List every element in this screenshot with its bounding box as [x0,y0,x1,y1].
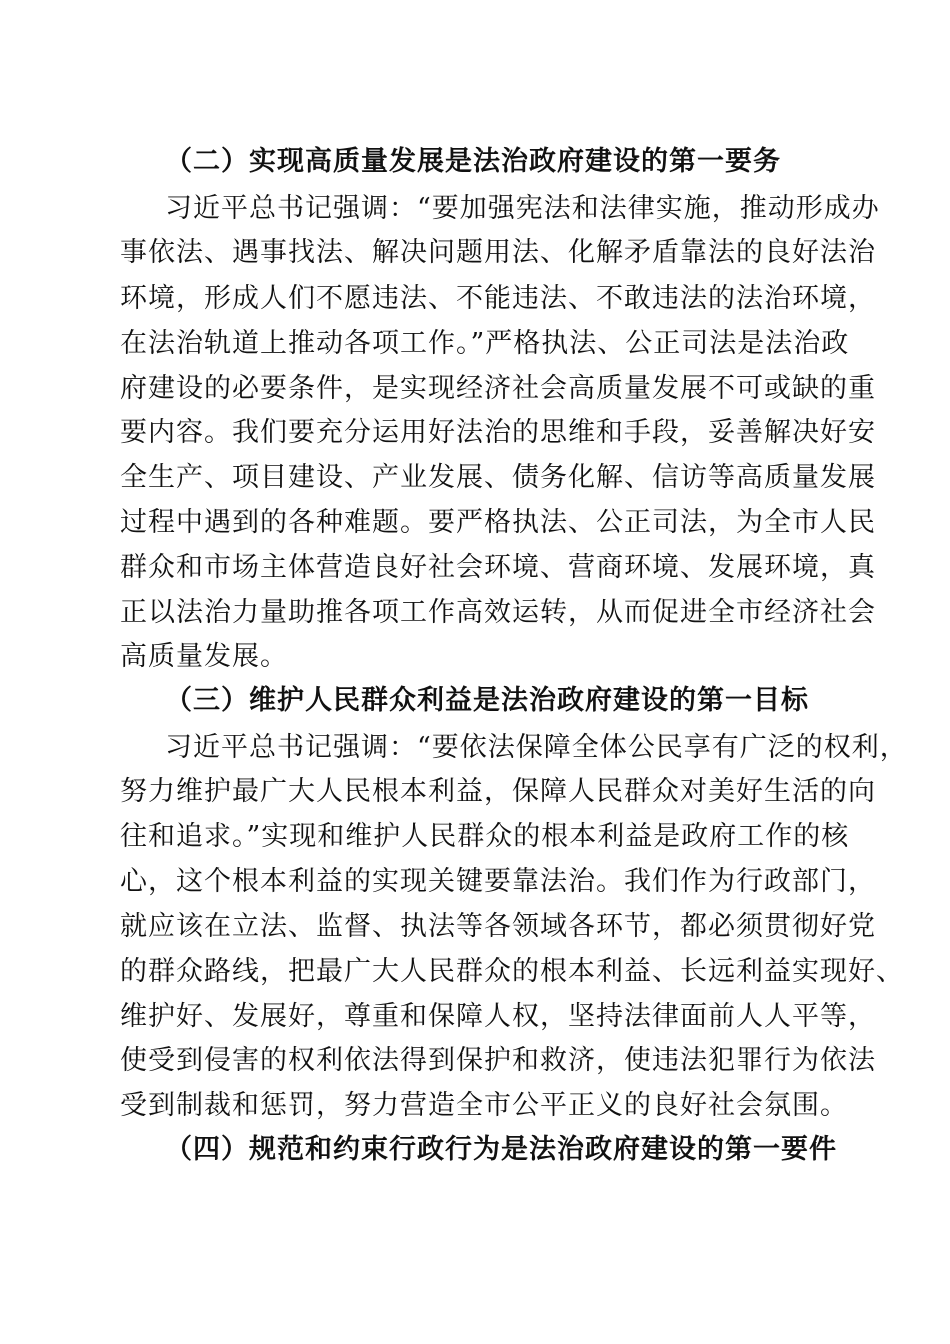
section-2-paragraph-line: 正以法治力量助推各项工作高效运转，从而促进全市经济社会 [120,597,876,628]
section-3-paragraph-line: 使受到侵害的权利依法得到保护和救济，使违法犯罪行为依法 [120,1045,876,1076]
section-3-paragraph-line: 心，这个根本利益的实现关键要靠法治。我们作为行政部门， [120,866,876,897]
section-3-paragraph-line: 习近平总书记强调：“要依法保障全体公民享有广泛的权利， [165,732,908,763]
section-2-paragraph-line: 高质量发展。 [120,641,288,672]
section-2-paragraph-line: 在法治轨道上推动各项工作。”严格执法、公正司法是法治政 [120,328,850,359]
section-3-paragraph-line: 的群众路线，把最广大人民群众的根本利益、长远利益实现好、 [120,956,904,987]
section-3-paragraph-line: 维护好、发展好，尊重和保障人权，坚持法律面前人人平等， [120,1001,876,1032]
section-3-heading: （三）维护人民群众利益是法治政府建设的第一目标 [165,685,809,716]
section-2-paragraph-line: 事依法、遇事找法、解决问题用法、化解矛盾靠法的良好法治 [120,237,876,268]
section-3-paragraph-line: 往和追求。”实现和维护人民群众的根本利益是政府工作的核 [120,821,850,852]
section-2-paragraph-line: 全生产、项目建设、产业发展、债务化解、信访等高质量发展 [120,462,876,493]
section-3-paragraph-line: 就应该在立法、监督、执法等各领域各环节，都必须贯彻好党 [120,911,876,942]
section-2-paragraph-line: 群众和市场主体营造良好社会环境、营商环境、发展环境，真 [120,552,876,583]
section-3-paragraph-line: 受到制裁和惩罚，努力营造全市公平正义的良好社会氛围。 [120,1090,848,1121]
section-2-paragraph-line: 过程中遇到的各种难题。要严格执法、公正司法，为全市人民 [120,507,876,538]
section-3-paragraph-line: 努力维护最广大人民根本利益，保障人民群众对美好生活的向 [120,776,876,807]
section-2-paragraph-line: 环境，形成人们不愿违法、不能违法、不敢违法的法治环境， [120,283,876,314]
section-2-paragraph-line: 要内容。我们要充分运用好法治的思维和手段，妥善解决好安 [120,417,876,448]
section-4-heading: （四）规范和约束行政行为是法治政府建设的第一要件 [165,1134,837,1165]
section-2-heading: （二）实现高质量发展是法治政府建设的第一要务 [165,146,781,177]
section-2-paragraph-line: 府建设的必要条件，是实现经济社会高质量发展不可或缺的重 [120,373,876,404]
section-2-paragraph-line: 习近平总书记强调：“要加强宪法和法律实施，推动形成办 [165,193,880,224]
